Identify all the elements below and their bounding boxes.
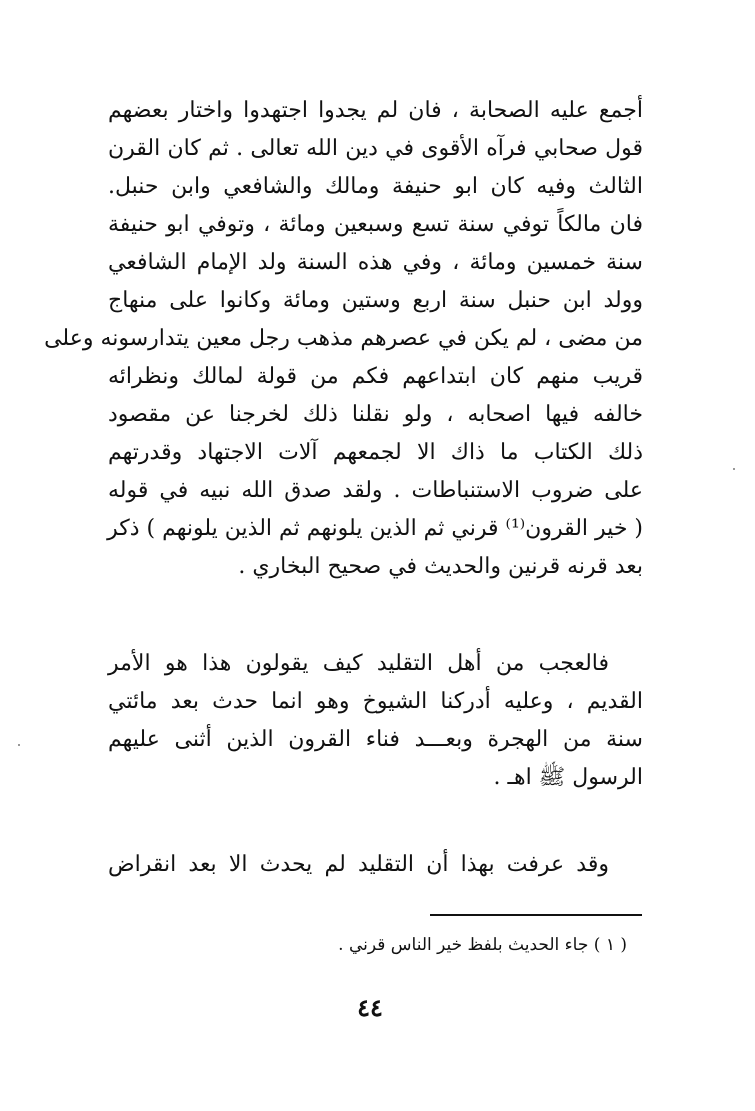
text-line: سنة خمسين ومائة ، وفي هذه السنة ولد الإمام الشافعي xyxy=(108,250,643,275)
paragraph-3 xyxy=(108,846,643,884)
text-line: ذلك الكتاب ما ذاك الا لجمعهم آلات الاجتهاد وقدرتهم xyxy=(108,440,643,465)
paragraph-1 xyxy=(44,92,643,586)
scan-speck xyxy=(18,744,20,746)
text-line: بعد قرنه قرنين والحديث في صحيح البخاري . xyxy=(238,554,643,579)
text-line: وولد ابن حنبل سنة اربع وستين ومائة وكانوا على منهاج xyxy=(108,288,643,313)
text-line: قريب منهم كان ابتداعهم فكم من قولة لمالك ونظرائه xyxy=(108,364,643,389)
footnote: ( ١ ) جاء الحديث بلفظ خير الناس قرني . xyxy=(338,935,627,955)
text-line: على ضروب الاستنباطات . ولقد صدق الله نبيه في قوله xyxy=(108,478,643,503)
text-line: أجمع عليه الصحابة ، فان لم يجدوا اجتهدوا واختار بعضهم xyxy=(108,98,643,123)
paragraph-2 xyxy=(108,645,643,797)
scan-speck xyxy=(733,468,735,470)
text-line: سنة من الهجرة وبعـــد فناء القرون الذين أثنى عليهم xyxy=(108,727,643,752)
text-line: القديم ، وعليه أدركنا الشيوخ وهو انما حدث بعد مائتي xyxy=(108,689,643,714)
text-line: فان مالكاً توفي سنة تسع وسبعين ومائة ، وتوفي ابو حنيفة xyxy=(108,212,643,237)
text-line: الرسول ﷺ اهـ . xyxy=(493,765,643,790)
footnote-separator xyxy=(430,914,642,916)
text-line: الثالث وفيه كان ابو حنيفة ومالك والشافعي وابن حنبل. xyxy=(108,174,643,199)
text-line: فالعجب من أهل التقليد كيف يقولون هذا هو الأمر xyxy=(108,651,609,676)
text-line: ( خير القرون⁽¹⁾ قرني ثم الذين يلونهم ثم الذين يلونهم ) ذكر xyxy=(107,516,643,541)
page-number: ٤٤ xyxy=(357,993,383,1022)
text-line: قول صحابي فرآه الأقوى في دين الله تعالى . ثم كان القرن xyxy=(108,136,643,161)
text-line: وقد عرفت بهذا أن التقليد لم يحدث الا بعد انقراض xyxy=(108,852,609,877)
text-line: خالفه فيها اصحابه ، ولو نقلنا ذلك لخرجنا عن مقصود xyxy=(108,402,643,427)
text-line: من مضى ، لم يكن في عصرهم مذهب رجل معين يتدارسونه وعلى xyxy=(44,326,643,351)
